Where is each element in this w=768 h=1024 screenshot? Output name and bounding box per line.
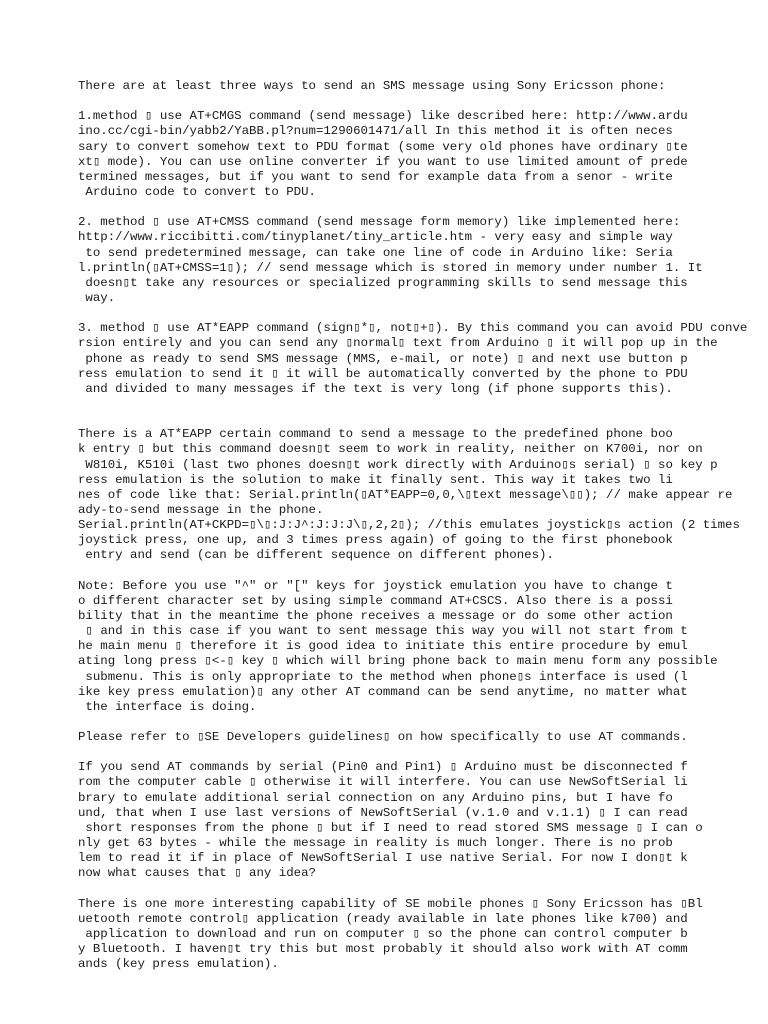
text-line: submenu. This is only appropriate to the method when phone▯s interface is used (l xyxy=(78,669,688,684)
eapp-paragraph xyxy=(78,427,768,563)
text-line: ating long press ▯<-▯ key ▯ which will bring phone back to main menu form any possible xyxy=(78,654,718,669)
text-line: Serial.println(AT+CKPD=▯\▯:J:J^:J:J:J\▯,2,2▯); //this emulates joystick▯s action (2 times xyxy=(78,518,740,533)
bluetooth-paragraph xyxy=(78,897,768,973)
text-line: http://www.riccibitti.com/tinyplanet/tiny_article.htm - very easy and simple way xyxy=(78,230,673,245)
text-line: There is a AT*EAPP certain command to send a message to the predefined phone boo xyxy=(78,427,673,442)
text-line: Please refer to ▯SE Developers guidelines▯ on how specifically to use AT commands. xyxy=(78,730,688,745)
paragraph-spacer xyxy=(78,306,768,321)
text-line: brary to emulate additional serial connection on any Arduino pins, but I have fo xyxy=(78,790,673,805)
text-line: bility that in the meantime the phone receives a message or do some other action xyxy=(78,608,673,623)
text-line: o different character set by using simple command AT+CSCS. Also there is a possi xyxy=(78,593,673,608)
text-line: nly get 63 bytes - while the message in reality is much longer. There is no prob xyxy=(78,836,673,851)
paragraph-spacer xyxy=(78,715,768,730)
text-line: There are at least three ways to send an SMS message using Sony Ericsson phone: xyxy=(78,79,666,93)
text-line: 3. method ▯ use AT*EAPP command (sign▯*▯, not▯+▯). By this command you can avoid PDU conve xyxy=(78,321,748,336)
method-2-paragraph xyxy=(78,215,768,306)
text-line: 2. method ▯ use AT+CMSS command (send message form memory) like implemented here: xyxy=(78,215,681,230)
text-line: l.println(▯AT+CMSS=1▯); // send message which is stored in memory under number 1. It xyxy=(78,260,703,275)
text-line: short responses from the phone ▯ but if I need to read stored SMS message ▯ I can o xyxy=(78,820,703,835)
text-line: W810i, K510i (last two phones doesn▯t work directly with Arduino▯s serial) ▯ so key p xyxy=(78,457,718,472)
paragraph-spacer xyxy=(78,397,768,427)
text-line: If you send AT commands by serial (Pin0 and Pin1) ▯ Arduino must be disconnected f xyxy=(78,760,688,775)
text-line: sary to convert somehow text to PDU format (some very old phones have ordinary ▯te xyxy=(78,139,688,154)
text-line: k entry ▯ but this command doesn▯t seem to work in reality, neither on K700i, nor on xyxy=(78,442,703,457)
paragraph-spacer xyxy=(78,564,768,579)
text-line: rom the computer cable ▯ otherwise it will interfere. You can use NewSoftSerial li xyxy=(78,775,688,790)
paragraph-spacer xyxy=(78,200,768,215)
note-paragraph xyxy=(78,579,768,715)
text-line: way. xyxy=(78,290,116,305)
paragraph-spacer xyxy=(78,881,768,896)
text-line: Note: Before you use "^" or "[" keys for joystick emulation you have to change t xyxy=(78,578,673,593)
document-page xyxy=(78,79,768,972)
paragraph-spacer xyxy=(78,745,768,760)
text-line: xt▯ mode). You can use online converter if you want to use limited amount of prede xyxy=(78,154,688,169)
text-line: nes of code like that: Serial.println(▯AT*EAPP=0,0,\▯text message\▯▯); // make appear re xyxy=(78,487,733,502)
text-line: There is one more interesting capability of SE mobile phones ▯ Sony Ericsson has ▯Bl xyxy=(78,896,703,911)
guidelines-paragraph xyxy=(78,730,768,745)
method-3-paragraph xyxy=(78,321,768,397)
text-line: application to download and run on computer ▯ so the phone can control computer b xyxy=(78,926,688,941)
text-line: lem to read it if in place of NewSoftSerial I use native Serial. For now I don▯t k xyxy=(78,851,688,866)
text-line: he main menu ▯ therefore it is good idea to initiate this entire procedure by emul xyxy=(78,639,688,654)
text-line: termined messages, but if you want to send for example data from a senor - write xyxy=(78,169,673,184)
text-line: ress emulation to send it ▯ it will be automatically converted by the phone to PDU xyxy=(78,366,688,381)
text-line: y Bluetooth. I haven▯t try this but most probably it should also work with AT comm xyxy=(78,942,688,957)
text-line: rsion entirely and you can send any ▯normal▯ text from Arduino ▯ it will pop up in the xyxy=(78,336,718,351)
text-line: ino.cc/cgi-bin/yabb2/YaBB.pl?num=1290601471/all In this method it is often neces xyxy=(78,124,673,139)
text-line: doesn▯t take any resources or specialized programming skills to send message this xyxy=(78,275,688,290)
text-line: 1.method ▯ use AT+CMGS command (send message) like described here: http://www.ardu xyxy=(78,109,688,124)
serial-paragraph xyxy=(78,760,768,881)
text-line: the interface is doing. xyxy=(78,699,257,714)
text-line: uetooth remote control▯ application (ready available in late phones like k700) and xyxy=(78,911,688,926)
text-line: Arduino code to convert to PDU. xyxy=(78,184,316,199)
paragraph-spacer xyxy=(78,94,768,109)
text-line: ▯ and in this case if you want to sent message this way you will not start from t xyxy=(78,624,688,639)
method-1-paragraph xyxy=(78,109,768,200)
intro-paragraph xyxy=(78,79,768,94)
text-line: ady-to-send message in the phone. xyxy=(78,502,324,517)
text-line: now what causes that ▯ any idea? xyxy=(78,866,316,881)
text-line: ands (key press emulation). xyxy=(78,957,279,972)
text-line: and divided to many messages if the text is very long (if phone supports this). xyxy=(78,381,673,396)
text-line: phone as ready to send SMS message (MMS, e-mail, or note) ▯ and next use button p xyxy=(78,351,688,366)
text-line: und, that when I use last versions of NewSoftSerial (v.1.0 and v.1.1) ▯ I can read xyxy=(78,805,688,820)
text-line: ress emulation is the solution to make it finally sent. This way it takes two li xyxy=(78,472,673,487)
text-line: joystick press, one up, and 3 times press again) of going to the first phonebook xyxy=(78,533,673,548)
text-line: to send predetermined message, can take one line of code in Arduino like: Seria xyxy=(78,245,673,260)
text-line: ike key press emulation)▯ any other AT command can be send anytime, no matter what xyxy=(78,684,688,699)
text-line: entry and send (can be different sequence on different phones). xyxy=(78,548,554,563)
